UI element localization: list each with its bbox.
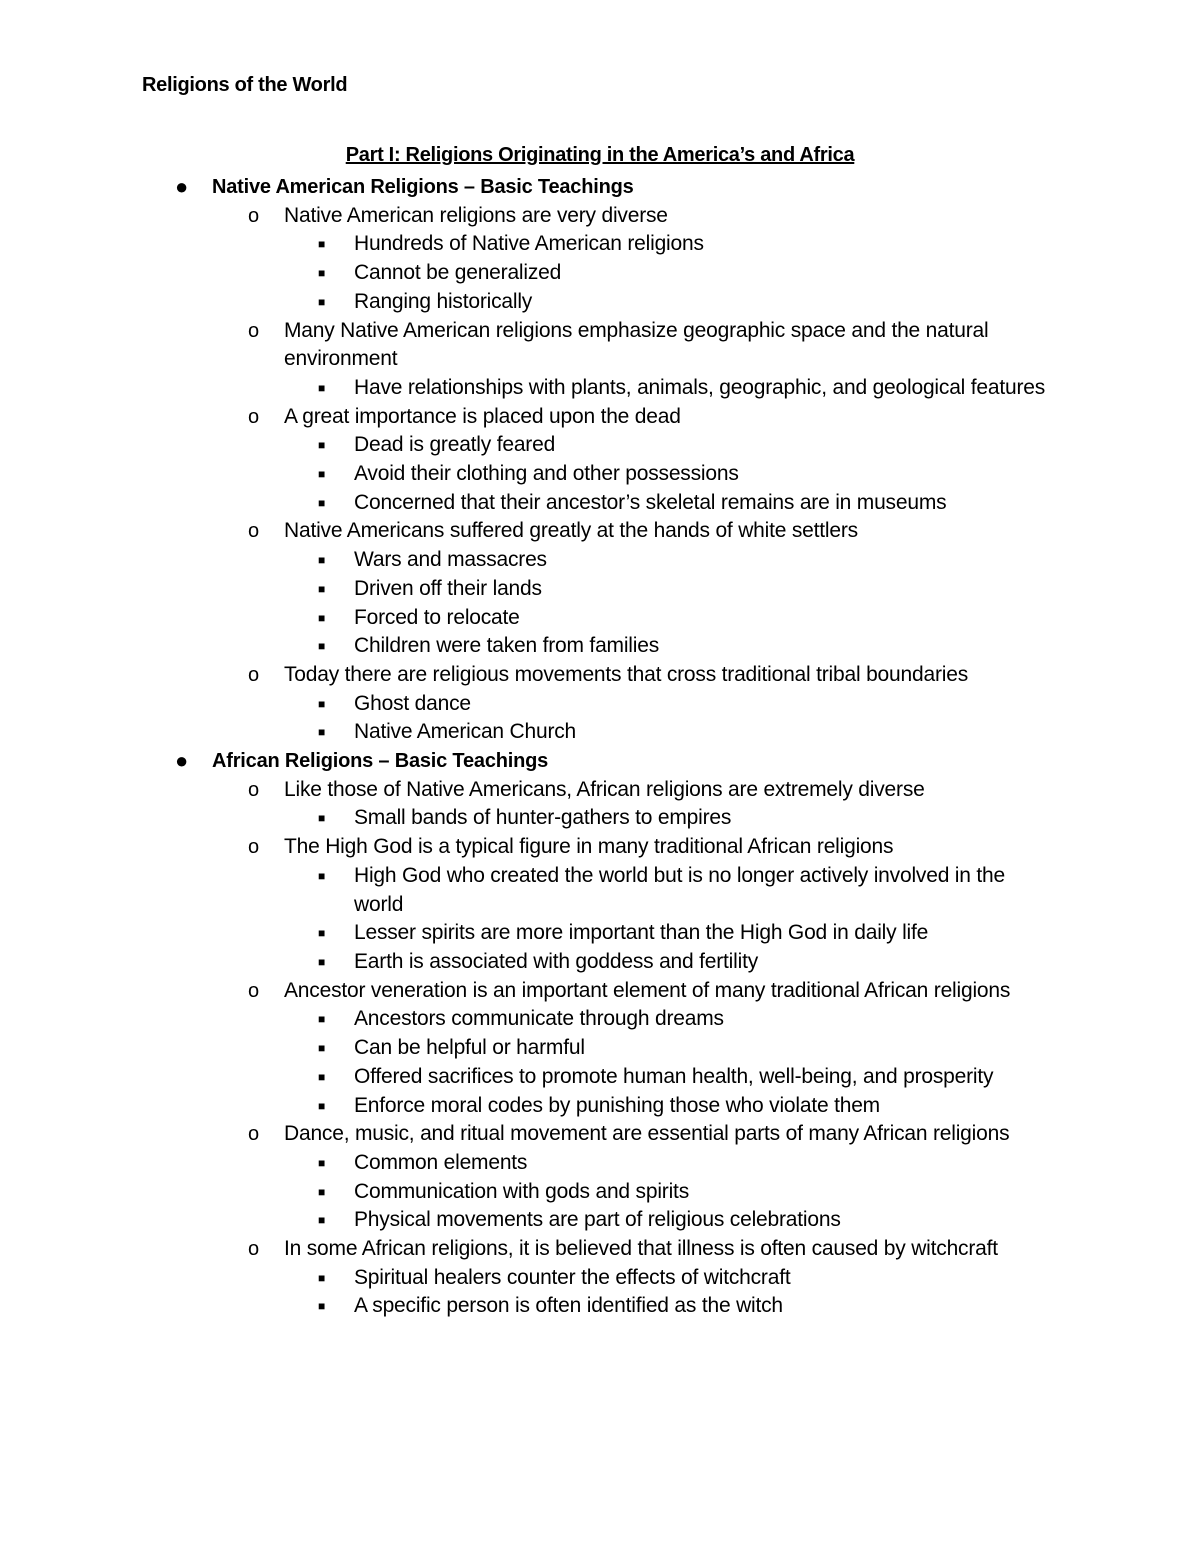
point-list <box>0 202 1200 747</box>
bullet-icon: ■ <box>318 1213 326 1228</box>
section-heading-text: Native American Religions – Basic Teachings <box>212 176 634 198</box>
detail-line <box>0 1092 1054 1121</box>
detail-line-text: Forced to relocate <box>354 605 520 629</box>
detail-line <box>0 546 1054 575</box>
detail-line <box>0 1063 1054 1092</box>
detail-item <box>0 604 1200 633</box>
detail-line <box>0 575 1054 604</box>
detail-list <box>0 546 1200 661</box>
bullet-icon: ■ <box>318 495 326 510</box>
bullet-icon: ■ <box>318 581 326 596</box>
detail-line <box>0 489 1054 518</box>
detail-line <box>0 632 1054 661</box>
detail-line-text: Can be helpful or harmful <box>354 1036 585 1060</box>
bullet-icon: ■ <box>318 1299 326 1314</box>
detail-line <box>0 1264 1054 1293</box>
point-list <box>0 776 1200 1321</box>
bullet-icon: ● <box>175 748 189 774</box>
detail-line <box>0 862 1054 919</box>
section-item <box>0 173 1200 747</box>
detail-line-text: Dead is greatly feared <box>354 433 556 457</box>
detail-list <box>0 431 1200 517</box>
point-item <box>0 661 1200 747</box>
detail-item <box>0 690 1200 719</box>
section-heading <box>0 747 1200 776</box>
detail-line-text: Have relationships with plants, animals, geographic, and geological features <box>354 375 1046 399</box>
bullet-icon: ■ <box>318 725 326 740</box>
point-item <box>0 202 1200 317</box>
point-line <box>0 1120 1024 1149</box>
detail-line-text: Ancestors communicate through dreams <box>354 1007 724 1031</box>
detail-line-text: Common elements <box>354 1150 528 1174</box>
bullet-icon: ■ <box>318 610 326 625</box>
point-line <box>0 776 1024 805</box>
detail-line-text: Ghost dance <box>354 691 471 715</box>
detail-item <box>0 1092 1200 1121</box>
point-line-text: Like those of Native Americans, African religions are extremely diverse <box>284 777 925 801</box>
bullet-icon: ■ <box>318 926 326 941</box>
bullet-icon: o <box>248 979 259 1002</box>
detail-line <box>0 374 1054 403</box>
detail-item <box>0 288 1200 317</box>
bullet-icon: o <box>248 520 259 543</box>
point-item <box>0 403 1200 518</box>
bullet-icon: ■ <box>318 380 326 395</box>
detail-list <box>0 862 1200 977</box>
detail-line <box>0 259 1054 288</box>
detail-line-text: Physical movements are part of religious celebrations <box>354 1208 841 1232</box>
point-line <box>0 317 1024 374</box>
point-line-text: Native American religions are very diverse <box>284 203 668 227</box>
bullet-icon: ■ <box>318 954 326 969</box>
bullet-icon: ■ <box>318 1155 326 1170</box>
section-item <box>0 747 1200 1321</box>
detail-list <box>0 1264 1200 1321</box>
point-item <box>0 317 1200 403</box>
detail-list <box>0 804 1200 833</box>
bullet-icon: o <box>248 663 259 686</box>
detail-item <box>0 431 1200 460</box>
bullet-icon: o <box>248 1123 259 1146</box>
point-line <box>0 661 1024 690</box>
bullet-icon: o <box>248 405 259 428</box>
bullet-icon: ■ <box>318 696 326 711</box>
bullet-icon: ■ <box>318 1184 326 1199</box>
section-heading-text: African Religions – Basic Teachings <box>212 750 549 773</box>
detail-list <box>0 1149 1200 1235</box>
detail-item <box>0 919 1200 948</box>
bullet-icon: ■ <box>318 868 326 883</box>
point-line <box>0 403 1024 432</box>
detail-item <box>0 546 1200 575</box>
detail-item <box>0 230 1200 259</box>
detail-item <box>0 1034 1200 1063</box>
detail-line-text: Ranging historically <box>354 289 533 313</box>
detail-item <box>0 718 1200 747</box>
point-line <box>0 833 1024 862</box>
point-line-text: Ancestor veneration is an important element of many traditional African religions <box>284 978 1011 1002</box>
detail-line-text: Small bands of hunter-gathers to empires <box>354 806 732 830</box>
document-title: Religions of the World <box>142 74 348 96</box>
detail-line <box>0 460 1054 489</box>
bullet-icon: ■ <box>318 553 326 568</box>
detail-line <box>0 230 1054 259</box>
detail-line <box>0 604 1054 633</box>
detail-item <box>0 489 1200 518</box>
point-line-text: Today there are religious movements that cross traditional tribal boundaries <box>284 662 968 686</box>
detail-line <box>0 288 1054 317</box>
detail-item <box>0 804 1200 833</box>
detail-line-text: Avoid their clothing and other possessions <box>354 462 739 486</box>
bullet-icon: ■ <box>318 1098 326 1113</box>
point-item <box>0 1120 1200 1235</box>
bullet-icon: ■ <box>318 1270 326 1285</box>
bullet-icon: o <box>248 836 259 859</box>
detail-line <box>0 718 1054 747</box>
bullet-icon: ■ <box>318 266 326 281</box>
bullet-icon: ■ <box>318 1041 326 1056</box>
detail-line-text: High God who created the world but is no longer actively involved in the world <box>354 863 1005 916</box>
point-line <box>0 977 1024 1006</box>
detail-item <box>0 1149 1200 1178</box>
section-heading <box>0 173 1200 202</box>
bullet-icon: o <box>248 319 259 342</box>
point-line-text: Dance, music, and ritual movement are essential parts of many African religions <box>284 1122 1010 1146</box>
detail-item <box>0 259 1200 288</box>
bullet-icon: ■ <box>318 237 326 252</box>
detail-line <box>0 948 1054 977</box>
detail-item <box>0 1005 1200 1034</box>
point-line-text: Many Native American religions emphasize geographic space and the natural environment <box>284 318 989 371</box>
point-line <box>0 202 1024 231</box>
detail-line-text: Cannot be generalized <box>354 261 562 285</box>
bullet-icon: o <box>248 204 259 227</box>
point-line <box>0 517 1024 546</box>
bullet-icon: o <box>248 1238 259 1261</box>
point-line <box>0 1235 1024 1264</box>
detail-line-text: Communication with gods and spirits <box>354 1179 689 1203</box>
detail-line-text: Offered sacrifices to promote human health, well-being, and prosperity <box>354 1064 994 1088</box>
detail-line-text: Hundreds of Native American religions <box>354 232 704 256</box>
point-item <box>0 1235 1200 1321</box>
outline-list <box>0 173 1200 1321</box>
detail-line-text: Native American Church <box>354 720 577 744</box>
point-item <box>0 517 1200 661</box>
bullet-icon: ■ <box>318 438 326 453</box>
detail-line <box>0 804 1054 833</box>
bullet-icon: ■ <box>318 1069 326 1084</box>
point-line-text: Native Americans suffered greatly at the hands of white settlers <box>284 519 858 543</box>
detail-list <box>0 374 1200 403</box>
detail-line-text: Concerned that their ancestor’s skeletal remains are in museums <box>354 490 947 514</box>
point-line-text: The High God is a typical figure in many traditional African religions <box>284 835 894 859</box>
bullet-icon: ■ <box>318 294 326 309</box>
detail-item <box>0 1063 1200 1092</box>
detail-line <box>0 431 1054 460</box>
part-heading: Part I: Religions Originating in the America’s and Africa <box>345 144 855 166</box>
bullet-icon: ● <box>175 174 189 199</box>
detail-item <box>0 1292 1200 1321</box>
detail-line <box>0 919 1054 948</box>
bullet-icon: ■ <box>318 811 326 826</box>
detail-list <box>0 230 1200 316</box>
detail-line-text: Earth is associated with goddess and fertility <box>354 949 759 973</box>
detail-line <box>0 1178 1054 1207</box>
point-item <box>0 977 1200 1121</box>
detail-item <box>0 948 1200 977</box>
detail-line <box>0 1206 1054 1235</box>
detail-item <box>0 1264 1200 1293</box>
detail-list <box>0 690 1200 747</box>
detail-line <box>0 690 1054 719</box>
detail-line-text: Wars and massacres <box>354 548 547 572</box>
detail-item <box>0 1206 1200 1235</box>
detail-line <box>0 1034 1054 1063</box>
detail-list <box>0 1005 1200 1120</box>
detail-line-text: Lesser spirits are more important than the High God in daily life <box>354 921 929 945</box>
detail-item <box>0 632 1200 661</box>
detail-line-text: Enforce moral codes by punishing those who violate them <box>354 1093 880 1117</box>
point-line-text: A great importance is placed upon the dead <box>284 404 681 428</box>
detail-line <box>0 1292 1054 1321</box>
detail-item <box>0 862 1200 919</box>
detail-item <box>0 1178 1200 1207</box>
point-item <box>0 776 1200 833</box>
detail-item <box>0 374 1200 403</box>
detail-line <box>0 1149 1054 1178</box>
point-item <box>0 833 1200 977</box>
bullet-icon: ■ <box>318 639 326 654</box>
detail-item <box>0 460 1200 489</box>
detail-line-text: Children were taken from families <box>354 634 660 658</box>
detail-line-text: A specific person is often identified as the witch <box>354 1294 783 1318</box>
detail-line-text: Driven off their lands <box>354 576 542 600</box>
detail-line <box>0 1005 1054 1034</box>
bullet-icon: ■ <box>318 1012 326 1027</box>
detail-item <box>0 575 1200 604</box>
bullet-icon: o <box>248 778 259 801</box>
detail-line-text: Spiritual healers counter the effects of witchcraft <box>354 1265 791 1289</box>
point-line-text: In some African religions, it is believed that illness is often caused by witchcraft <box>284 1237 998 1261</box>
bullet-icon: ■ <box>318 467 326 482</box>
